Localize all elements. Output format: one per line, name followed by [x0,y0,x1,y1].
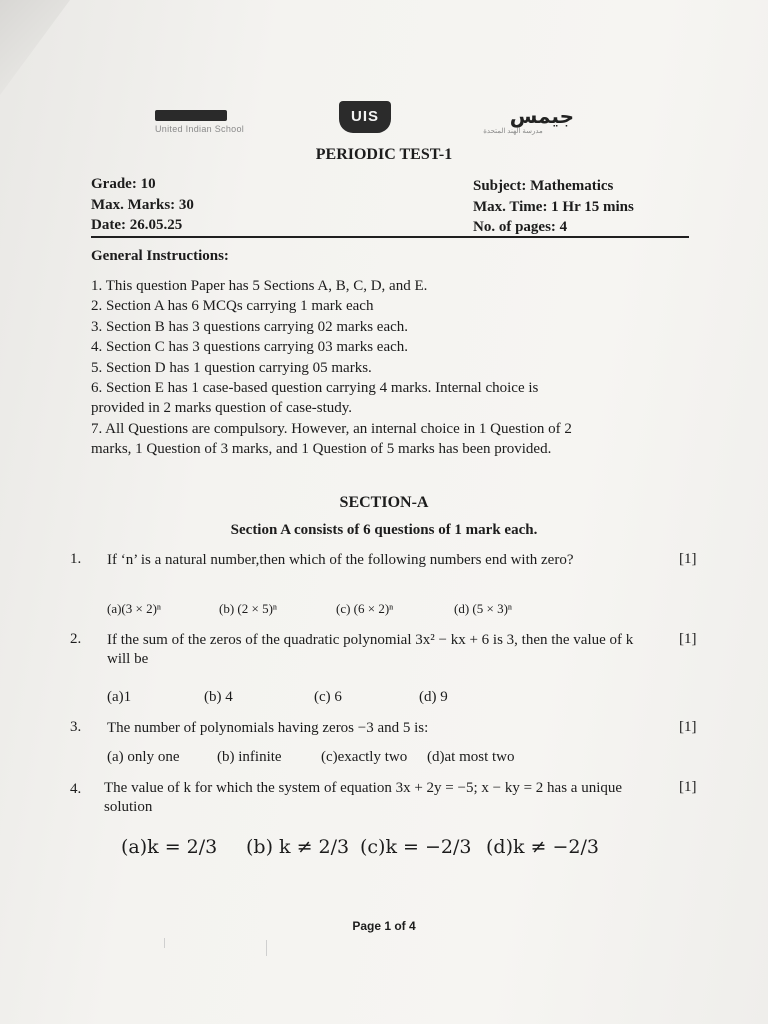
page-corner-shadow [0,0,70,95]
school-logo-left [155,110,290,136]
instruction-line: 2. Section A has 6 MCQs carrying 1 mark each [91,298,374,315]
arabic-subtext: مدرسة الهند المتحدة [483,128,543,135]
instruction-line: 3. Section B has 3 questions carrying 02 marks each. [91,318,409,335]
option-c: (c) (6 × 2)ⁿ [336,601,394,616]
question-text: The value of k for which the system of equation 3x + 2y = −5; x − ky = 2 has a unique solution [104,780,623,815]
question-options [107,749,515,766]
pencil-mark [266,940,267,956]
instruction-line: 4. Section C has 3 questions carrying 03 marks each. [91,339,409,356]
header-left [91,174,194,236]
header-divider [91,236,689,238]
option-b: (b) k ≠ 2/3 [246,836,350,858]
uis-logo: UIS [339,101,391,133]
date-label: Date: 26.05.25 [91,217,183,233]
question-options [107,601,512,617]
option-d: (d) (5 × 3)ⁿ [454,601,512,616]
pencil-mark [164,938,165,948]
instruction-line: 7. All Questions are compulsory. However, an internal choice in 1 Question of 2 [91,420,572,437]
question-number: 2. [70,631,82,647]
instruction-line: 6. Section E has 1 case-based question carrying 4 marks. Internal choice is [91,380,539,397]
option-d: (d)at most two [427,749,515,765]
instruction-line: 1. This question Paper has 5 Sections A, B, C, D, and E. [91,278,428,294]
instructions-title: General Instructions: [91,248,229,264]
option-a: (a)(3 × 2)ⁿ [107,601,162,616]
option-d: (d) 9 [419,689,448,705]
option-b: (b) infinite [217,749,282,765]
question-marks: [1] [679,631,697,647]
question-marks: [1] [679,779,697,795]
option-d: (d)k ≠ −2/3 [486,836,599,858]
instruction-line: marks, 1 Question of 3 marks, and 1 Question of 5 marks has been provided. [91,441,552,458]
question-marks: [1] [679,719,697,735]
section-subtitle: Section A consists of 6 questions of 1 mark each. [230,522,538,538]
question-text: If the sum of the zeros of the quadratic polynomial 3x² − kx + 6 is 3, then the value of k will be [107,632,634,667]
arabic-wordmark: جيمس [509,104,574,128]
section-title: SECTION-A [339,494,429,511]
option-c: (c) 6 [314,689,342,705]
instruction-line: provided in 2 marks question of case-study. [91,400,353,417]
option-a: (a) only one [107,749,180,765]
subject-label: Subject: Mathematics [473,178,614,194]
option-b: (b) 4 [204,689,233,705]
grade-label: Grade: 10 [91,176,156,192]
max-time-label: Max. Time: 1 Hr 15 mins [473,198,634,215]
question-text: If ‘n’ is a natural number,then which of the following numbers end with zero? [107,552,574,568]
pages-label: No. of pages: 4 [473,219,568,235]
instruction-line: 5. Section D has 1 question carrying 05 marks. [91,359,372,376]
instructions-list [91,276,691,460]
question-marks: [1] [679,551,697,567]
school-logo-left-text: United Indian School [155,124,245,134]
question-number: 3. [70,719,82,735]
option-c: (c)exactly two [321,749,408,765]
option-c: (c)k = −2/3 [360,836,472,858]
max-marks-label: Max. Marks: 30 [91,196,194,213]
question-number: 4. [70,781,82,797]
header-right [473,176,634,238]
school-logo-right [448,105,578,137]
question-number: 1. [70,551,82,567]
test-title: PERIODIC TEST-1 [315,146,453,163]
question-options [107,689,448,706]
option-a: (a)1 [107,689,132,705]
school-wordmark [155,110,227,121]
option-a: (a)k = 2/3 [121,836,218,858]
option-b: (b) (2 × 5)ⁿ [219,601,277,616]
question-text: The number of polynomials having zeros −3 and 5 is: [107,720,429,736]
page-footer: Page 1 of 4 [352,919,416,933]
